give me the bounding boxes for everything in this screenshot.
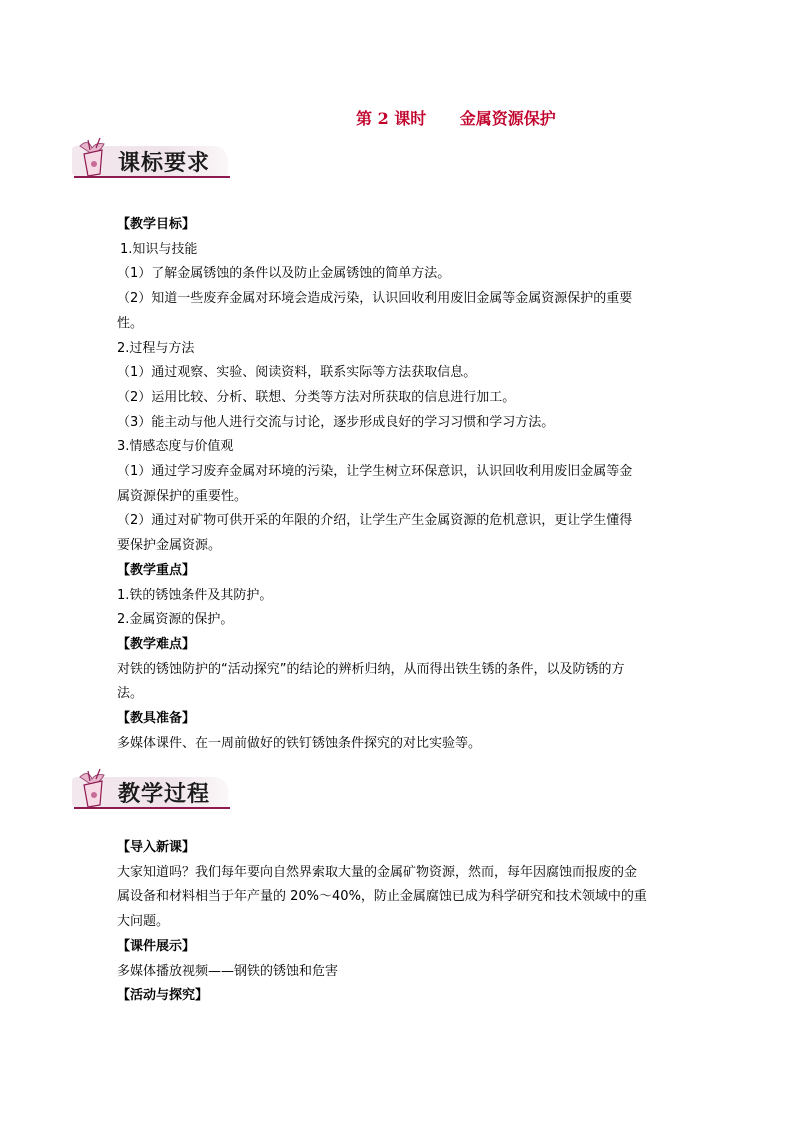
lesson-title: 第 2 课时 金属资源保护 xyxy=(356,109,556,128)
section-heading: 【导入新课】 xyxy=(117,840,196,855)
paragraph-line: 性。 xyxy=(117,315,144,331)
banner-label: 教学过程 xyxy=(118,782,211,807)
section-heading: 【教具准备】 xyxy=(117,711,196,727)
paragraph-line: 大家知道吗？我们每年要向自然界索取大量的金属矿物资源，然而，每年因腐蚀而报废的金 xyxy=(117,864,638,880)
section-heading: 【课件展示】 xyxy=(117,938,196,954)
paragraph-line: 3.情感态度与价值观 xyxy=(117,439,234,455)
paragraph-line: （2）通过对矿物可供开采的年限的介绍，让学生产生金属资源的危机意识，更让学生懂得 xyxy=(117,513,633,529)
paragraph-line: （2）知道一些废弃金属对环境会造成污染，认识回收利用废旧金属等金属资源保护的重要 xyxy=(117,291,633,307)
paragraph-line: 大问题。 xyxy=(117,914,170,930)
paragraph-line: 1.铁的锈蚀条件及其防护。 xyxy=(117,587,273,603)
paragraph-line: 属资源保护的重要性。 xyxy=(117,488,248,504)
flower-pot-icon xyxy=(74,767,118,811)
paragraph-line: 2.过程与方法 xyxy=(117,340,195,356)
section-banner-process xyxy=(72,773,232,813)
paragraph-line: 2.金属资源的保护。 xyxy=(117,612,234,628)
section-process-content xyxy=(117,836,682,1009)
paragraph-line: 1.知识与技能 xyxy=(120,241,198,257)
section-banner-curriculum xyxy=(72,142,232,182)
section-heading: 【教学目标】 xyxy=(117,217,196,232)
section-heading: 【活动与探究】 xyxy=(117,988,209,1004)
section-heading: 【教学难点】 xyxy=(117,636,196,652)
section-heading: 【教学重点】 xyxy=(117,562,196,578)
banner-label: 课标要求 xyxy=(118,151,211,176)
paragraph-line: 要保护金属资源。 xyxy=(117,538,222,554)
paragraph-line: 法。 xyxy=(117,686,144,702)
paragraph-line: 多媒体课件、在一周前做好的铁钉锈蚀条件探究的对比实验等。 xyxy=(117,735,482,751)
paragraph-line: （3）能主动与他人进行交流与讨论，逐步形成良好的学习习惯和学习方法。 xyxy=(117,414,555,430)
section-curriculum-content xyxy=(117,213,682,756)
paragraph-line: （2）运用比较、分析、联想、分类等方法对所获取的信息进行加工。 xyxy=(117,389,516,405)
paragraph-line: 对铁的锈蚀防护的“活动探究”的结论的辨析归纳，从而得出铁生锈的条件，以及防锈的方 xyxy=(117,661,625,677)
paragraph-line: （1）了解金属锈蚀的条件以及防止金属锈蚀的简单方法。 xyxy=(117,266,451,282)
paragraph-line: （1）通过观察、实验、阅读资料，联系实际等方法获取信息。 xyxy=(117,365,477,381)
paragraph-line: 属设备和材料相当于年产量的 20%～40%，防止金属腐蚀已成为科学研究和技术领域中的重 xyxy=(117,889,647,905)
paragraph-line: 多媒体播放视频——钢铁的锈蚀和危害 xyxy=(117,963,339,979)
paragraph-line: （1）通过学习废弃金属对环境的污染，让学生树立环保意识，认识回收利用废旧金属等金 xyxy=(117,464,633,480)
flower-pot-icon xyxy=(74,136,118,180)
